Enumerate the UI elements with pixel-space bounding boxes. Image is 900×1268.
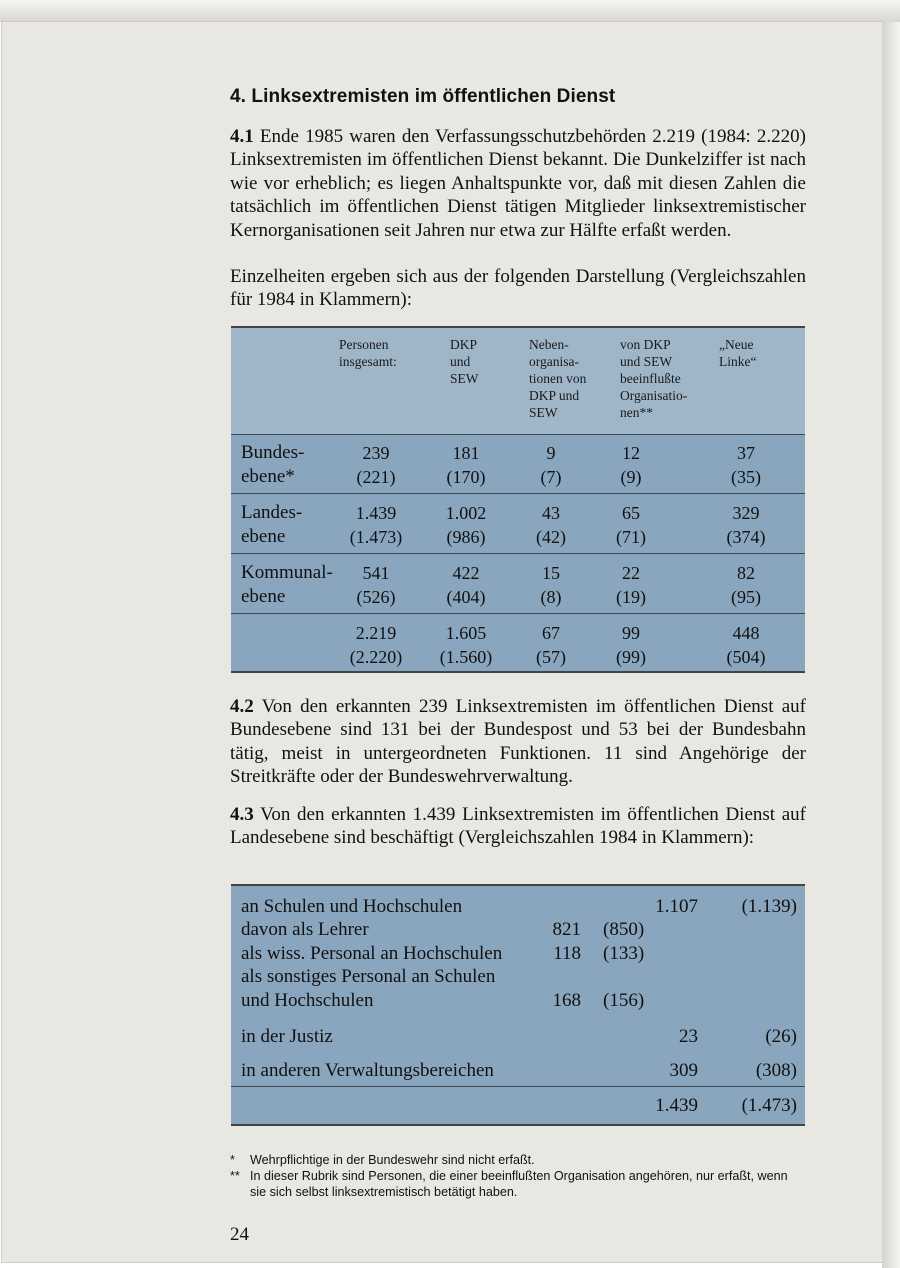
value-admin-prev: (308) [755, 1060, 797, 1081]
header-nebenorganisationen: Neben- organisa- tionen von DKP und SEW [529, 337, 587, 420]
footnotes [230, 1152, 806, 1200]
cell: 329 (374) [726, 503, 766, 547]
row-label: Landes- ebene [241, 502, 303, 547]
value-justice: 23 [679, 1026, 698, 1047]
value-justice-prev: (26) [765, 1026, 797, 1047]
cell: 22 (19) [616, 563, 646, 607]
row-label-schools: an Schulen und Hochschulen [241, 896, 463, 917]
value-staff-prev: (133) [603, 943, 645, 964]
cell: 15 (8) [540, 563, 562, 607]
paragraph-text: Von den erkannten 239 Linksextremisten im öffentlichen Dienst auf Bundesebene sind 131 bei der Bundespost und 53 bei der Bundesbahn tätig, meist in untergeordneten Funktionen. 11 sind Angehörige der Streitkräfte oder der Bundeswehrverwaltung. [230, 696, 806, 788]
scan-edge [0, 0, 900, 22]
paragraph-4-3 [230, 803, 806, 850]
paragraph-text: Von den erkannten 1.439 Linksextremisten im öffentlichen Dienst auf Landesebene sind beschäftigt (Vergleichszahlen 1984 in Klammern): [230, 804, 806, 849]
statistics-table-levels [231, 326, 805, 673]
header-beeinflusste-org: von DKP und SEW beeinflußte Organisatio- nen** [620, 337, 688, 420]
section-heading: 4. Linksextremisten im öffentlichen Dienst [230, 86, 616, 107]
cell: 541 (526) [356, 563, 396, 607]
total-separator [231, 1086, 805, 1087]
scan-shadow [882, 22, 900, 1268]
value-teachers-prev: (850) [603, 919, 645, 940]
table-header [231, 328, 805, 435]
row-label-justice: in der Justiz [241, 1026, 333, 1047]
footnote-mark: ** [230, 1169, 240, 1183]
cell: 1.439 (1.473) [349, 503, 403, 547]
header-total: Personen insgesamt: [339, 337, 397, 369]
value-schools: 1.107 [655, 896, 698, 917]
footnote [230, 1168, 806, 1200]
header-dkp-sew: DKP und SEW [450, 337, 479, 386]
cell: 12 (9) [620, 443, 642, 487]
cell: 65 (71) [616, 503, 646, 547]
paragraph-4-2 [230, 695, 806, 789]
value-teachers: 821 [552, 919, 581, 940]
value-other: 168 [552, 990, 581, 1011]
header-neue-linke: „Neue Linke“ [719, 337, 757, 369]
statistics-table-state-level [231, 884, 805, 1126]
cell: 67 (57) [536, 623, 566, 667]
paragraph-number: 4.1 [230, 126, 254, 147]
cell: 2.219 (2.220) [349, 623, 403, 667]
row-label-other-2: und Hochschulen [241, 990, 374, 1011]
cell: 422 (404) [446, 563, 486, 607]
cell: 1.002 (986) [445, 503, 487, 547]
row-label-teachers: davon als Lehrer [241, 919, 369, 940]
footnote [230, 1152, 806, 1168]
cell: 448 (504) [726, 623, 766, 667]
paragraph-4-1 [230, 125, 806, 242]
table-row-total [231, 614, 805, 673]
row-label-staff: als wiss. Personal an Hochschulen [241, 943, 503, 964]
cell: 37 (35) [731, 443, 761, 487]
row-label-other-1: als sonstiges Personal an Schulen [241, 966, 496, 987]
value-other-prev: (156) [603, 990, 645, 1011]
value-schools-prev: (1.139) [741, 896, 797, 917]
cell: 1.605 (1.560) [439, 623, 493, 667]
cell: 9 (7) [540, 443, 562, 487]
cell: 43 (42) [536, 503, 566, 547]
paragraph-number: 4.2 [230, 696, 254, 717]
table-row [231, 554, 805, 614]
table-row [231, 434, 805, 494]
table-row [231, 494, 805, 554]
cell: 99 (99) [616, 623, 646, 667]
value-staff: 118 [553, 943, 581, 964]
row-label-admin: in anderen Verwaltungsbereichen [241, 1060, 494, 1081]
row-label: Kommunal- ebene [241, 562, 333, 607]
paragraph-text: Ende 1985 waren den Verfassungsschutzbehörden 2.219 (1984: 2.220) Linksextremisten im öffentlichen Dienst bekannt. Die Dunkelziffer ist nach wie vor erheblich; es liegen Anhaltspunkte vor, daß mit diesen Zahlen die tatsächlich im öffentlichen Dienst tätigen Mitglieder linksextremistischer Kernorganisationen seit Jahren nur etwa zur Hälfte erfaßt werden. [230, 126, 806, 241]
cell: 239 (221) [356, 443, 396, 487]
footnote-text: Wehrpflichtige in der Bundeswehr sind nicht erfaßt. [250, 1153, 535, 1167]
cell: 181 (170) [446, 443, 486, 487]
footnote-text: In dieser Rubrik sind Personen, die einer beeinflußten Organisation angehören, nur erfaßt, wenn sie sich selbst linksextremistisch betätigt haben. [250, 1169, 788, 1199]
paragraph-number: 4.3 [230, 804, 254, 825]
value-admin: 309 [669, 1060, 698, 1081]
footnote-mark: * [230, 1153, 235, 1167]
value-total-prev: (1.473) [741, 1095, 797, 1116]
value-total: 1.439 [655, 1095, 698, 1116]
paragraph-4-1-continued: Einzelheiten ergeben sich aus der folgenden Darstellung (Vergleichszahlen für 1984 in Klammern): [230, 266, 806, 311]
page-number: 24 [230, 1224, 249, 1245]
row-label: Bundes- ebene* [241, 442, 305, 487]
cell: 82 (95) [731, 563, 761, 607]
